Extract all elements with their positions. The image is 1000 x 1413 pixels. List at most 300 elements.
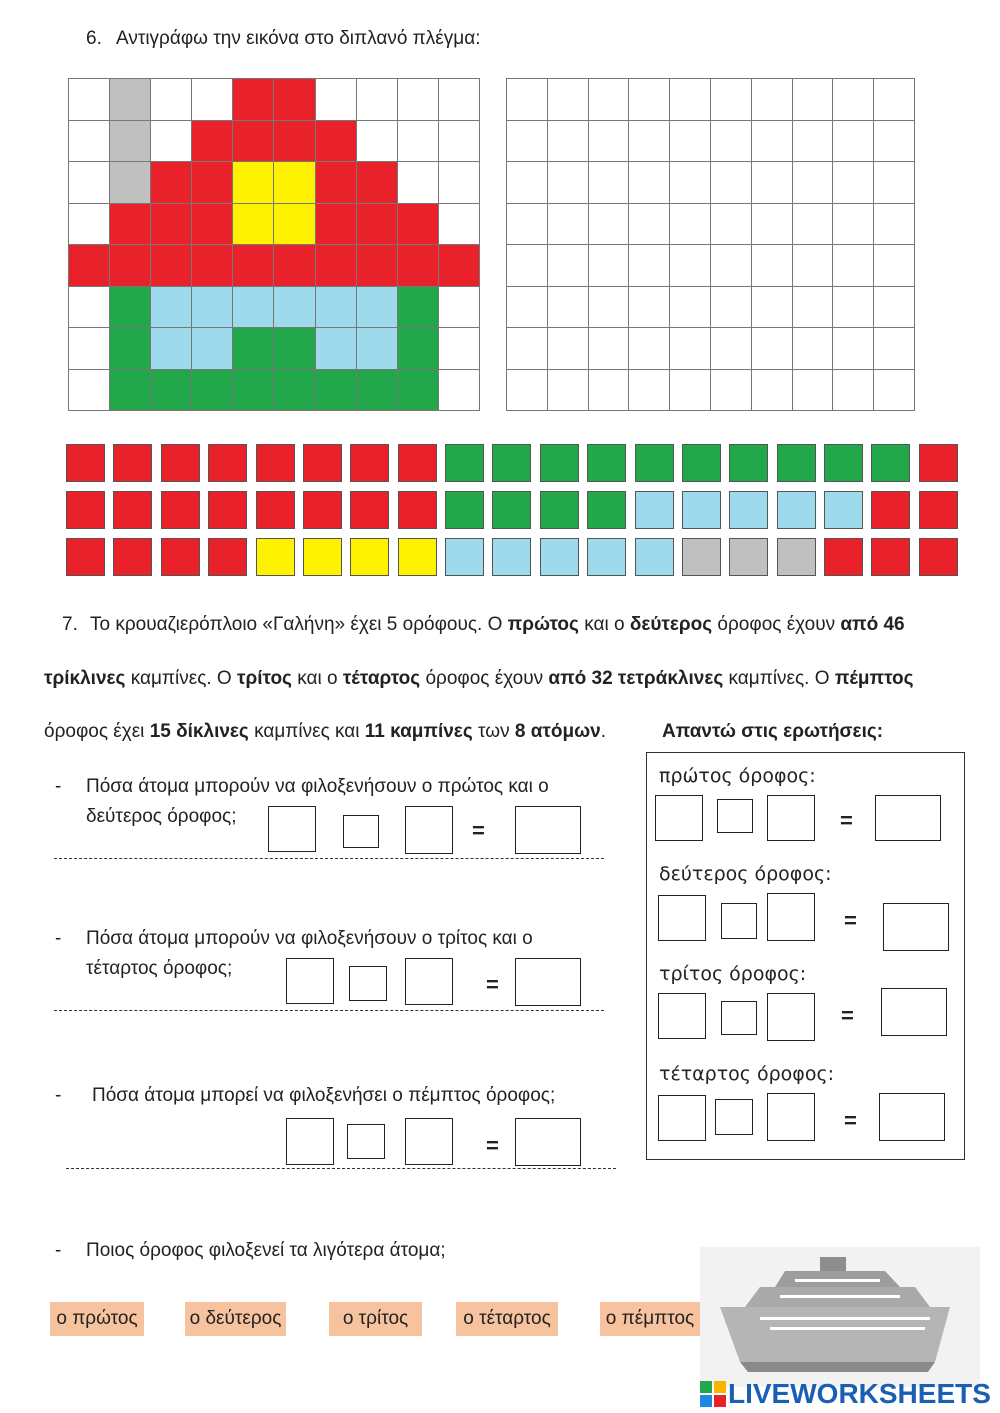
color-tile[interactable] xyxy=(66,538,105,576)
palette-row xyxy=(66,491,958,529)
empty-grid-cell[interactable] xyxy=(793,370,834,412)
grid-cell xyxy=(233,328,274,370)
empty-grid-cell[interactable] xyxy=(752,204,793,246)
answer-box[interactable] xyxy=(767,795,815,841)
color-tile[interactable] xyxy=(256,538,295,576)
color-tile[interactable] xyxy=(871,491,910,529)
color-tile[interactable] xyxy=(303,491,342,529)
q7-text-segment: όροφος έχουν xyxy=(712,614,841,635)
empty-grid-cell[interactable] xyxy=(874,245,915,287)
color-palette xyxy=(66,444,958,585)
empty-grid-cell[interactable] xyxy=(711,287,752,329)
grid-cell xyxy=(274,79,315,121)
grid-cell xyxy=(439,328,480,370)
color-tile[interactable] xyxy=(161,444,200,482)
color-tile[interactable] xyxy=(303,538,342,576)
empty-grid-cell[interactable] xyxy=(670,370,711,412)
option-second[interactable]: ο δεύτερος xyxy=(185,1302,286,1336)
empty-grid-cell[interactable] xyxy=(629,370,670,412)
empty-grid-cell[interactable] xyxy=(548,328,589,370)
answer-box[interactable] xyxy=(767,993,815,1041)
result-box[interactable] xyxy=(883,903,949,951)
answer-box[interactable] xyxy=(767,1093,815,1141)
grid-cell xyxy=(192,328,233,370)
empty-grid-cell[interactable] xyxy=(793,204,834,246)
grid-cell xyxy=(316,162,357,204)
answer-box[interactable] xyxy=(286,958,334,1004)
grid-cell xyxy=(192,287,233,329)
color-tile[interactable] xyxy=(113,538,152,576)
color-tile[interactable] xyxy=(682,491,721,529)
empty-grid-cell[interactable] xyxy=(507,370,548,412)
empty-grid-cell[interactable] xyxy=(670,162,711,204)
grid-cell xyxy=(439,79,480,121)
color-tile[interactable] xyxy=(587,491,626,529)
q7-text-segment: καμπίνες και xyxy=(248,721,365,742)
grid-cell xyxy=(151,79,192,121)
answer-box[interactable] xyxy=(286,1118,334,1165)
color-tile[interactable] xyxy=(66,491,105,529)
color-tile[interactable] xyxy=(445,538,484,576)
operator-box[interactable] xyxy=(343,815,379,848)
empty-grid-cell[interactable] xyxy=(507,162,548,204)
empty-grid-cell[interactable] xyxy=(629,121,670,163)
color-tile[interactable] xyxy=(919,444,958,482)
operator-box[interactable] xyxy=(715,1099,753,1135)
operator-box[interactable] xyxy=(721,1001,757,1035)
color-tile[interactable] xyxy=(777,538,816,576)
grid-cell xyxy=(357,328,398,370)
answer-box[interactable] xyxy=(658,993,706,1039)
grid-cell xyxy=(151,328,192,370)
answer-box[interactable] xyxy=(767,893,815,941)
question-4: Ποιος όροφος φιλοξενεί τα λιγότερα άτομα; xyxy=(86,1240,446,1261)
answer-box[interactable] xyxy=(405,958,453,1005)
grid-cell xyxy=(398,162,439,204)
q7-line-3 xyxy=(44,721,606,743)
grid-cell xyxy=(274,121,315,163)
color-tile[interactable] xyxy=(919,491,958,529)
result-box[interactable] xyxy=(875,795,941,841)
answer-panel xyxy=(646,752,965,1160)
bullet-dash: - xyxy=(55,928,62,949)
grid-cell xyxy=(398,328,439,370)
color-tile[interactable] xyxy=(113,491,152,529)
q6-number: 6. xyxy=(86,28,102,49)
operator-box[interactable] xyxy=(717,799,753,833)
result-box[interactable] xyxy=(515,806,581,854)
empty-grid-cell[interactable] xyxy=(548,204,589,246)
answer-box[interactable] xyxy=(658,1095,706,1141)
color-tile[interactable] xyxy=(208,491,247,529)
empty-grid-cell[interactable] xyxy=(629,328,670,370)
empty-grid-cell[interactable] xyxy=(752,370,793,412)
result-box[interactable] xyxy=(515,958,581,1006)
color-tile[interactable] xyxy=(350,444,389,482)
empty-grid-cell[interactable] xyxy=(833,79,874,121)
q7-text-segment: τρίτος xyxy=(236,668,292,689)
empty-grid-cell[interactable] xyxy=(752,287,793,329)
color-tile[interactable] xyxy=(540,444,579,482)
grid-cell xyxy=(357,121,398,163)
color-tile[interactable] xyxy=(777,491,816,529)
grid-cell xyxy=(151,370,192,412)
q7-text-segment: 15 δίκλινες xyxy=(149,721,249,742)
empty-grid-cell[interactable] xyxy=(629,287,670,329)
color-tile[interactable] xyxy=(635,538,674,576)
color-tile[interactable] xyxy=(208,444,247,482)
grid-cell xyxy=(192,79,233,121)
bullet-dash: - xyxy=(55,1085,62,1106)
palette-row xyxy=(66,444,958,482)
source-picture-grid xyxy=(68,78,480,411)
grid-cell xyxy=(233,162,274,204)
grid-cell xyxy=(398,287,439,329)
empty-grid-cell[interactable] xyxy=(589,162,630,204)
empty-grid-cell[interactable] xyxy=(833,287,874,329)
color-tile[interactable] xyxy=(492,491,531,529)
grid-cell xyxy=(151,287,192,329)
empty-grid-cell[interactable] xyxy=(793,162,834,204)
q7-text-segment: όροφος έχουν xyxy=(420,668,549,689)
grid-cell xyxy=(439,121,480,163)
answer-heading: Απαντώ στις ερωτήσεις: xyxy=(662,721,884,742)
empty-grid-cell[interactable] xyxy=(711,245,752,287)
color-tile[interactable] xyxy=(113,444,152,482)
grid-cell xyxy=(357,370,398,412)
color-tile[interactable] xyxy=(587,444,626,482)
empty-grid-cell[interactable] xyxy=(629,79,670,121)
empty-grid-cell[interactable] xyxy=(793,79,834,121)
q7-text-segment: . xyxy=(600,721,606,742)
empty-grid-cell[interactable] xyxy=(670,245,711,287)
grid-cell xyxy=(192,370,233,412)
grid-cell xyxy=(151,121,192,163)
empty-grid-cell[interactable] xyxy=(711,328,752,370)
empty-grid-cell[interactable] xyxy=(589,121,630,163)
empty-grid-cell[interactable] xyxy=(752,245,793,287)
answer-box[interactable] xyxy=(658,895,706,941)
question-1-line-2: δεύτερος όροφος; xyxy=(86,806,237,827)
answer-line[interactable] xyxy=(54,1010,604,1011)
cruise-ship-icon xyxy=(700,1247,980,1387)
grid-cell xyxy=(110,121,151,163)
q7-text-segment: και ο xyxy=(291,668,343,689)
empty-grid-cell[interactable] xyxy=(752,79,793,121)
empty-grid-cell[interactable] xyxy=(589,287,630,329)
grid-cell xyxy=(69,204,110,246)
grid-cell xyxy=(316,370,357,412)
empty-grid-cell[interactable] xyxy=(548,79,589,121)
color-tile[interactable] xyxy=(161,491,200,529)
floor-4-label: τέταρτος όροφος: xyxy=(659,1063,835,1085)
empty-grid-cell[interactable] xyxy=(711,121,752,163)
empty-grid-cell[interactable] xyxy=(711,204,752,246)
color-tile[interactable] xyxy=(635,444,674,482)
q7-text-segment: 11 καμπίνες xyxy=(364,721,473,742)
empty-grid-cell[interactable] xyxy=(833,162,874,204)
grid-cell xyxy=(151,204,192,246)
answer-line[interactable] xyxy=(54,858,604,859)
grid-cell xyxy=(398,121,439,163)
empty-grid-cell[interactable] xyxy=(670,287,711,329)
empty-grid-cell[interactable] xyxy=(793,121,834,163)
question-1-line-1: Πόσα άτομα μπορούν να φιλοξενήσουν ο πρώτος και ο xyxy=(86,776,549,797)
empty-grid-cell[interactable] xyxy=(874,79,915,121)
empty-grid-cell[interactable] xyxy=(670,121,711,163)
q6-text: Αντιγράφω την εικόνα στο διπλανό πλέγμα: xyxy=(116,28,481,49)
grid-cell xyxy=(110,328,151,370)
empty-grid-cell[interactable] xyxy=(874,121,915,163)
grid-cell xyxy=(110,162,151,204)
color-tile[interactable] xyxy=(729,538,768,576)
grid-cell xyxy=(110,245,151,287)
equals-sign: = xyxy=(844,908,857,933)
empty-grid-cell[interactable] xyxy=(752,162,793,204)
color-tile[interactable] xyxy=(871,444,910,482)
color-tile[interactable] xyxy=(492,538,531,576)
grid-cell xyxy=(233,121,274,163)
grid-cell xyxy=(233,287,274,329)
q7-text-segment: τρίκλινες xyxy=(44,668,126,689)
grid-cell xyxy=(357,287,398,329)
q7-line-2 xyxy=(44,668,914,690)
empty-grid-cell[interactable] xyxy=(793,328,834,370)
grid-cell xyxy=(274,162,315,204)
color-tile[interactable] xyxy=(635,491,674,529)
empty-grid-cell[interactable] xyxy=(548,162,589,204)
liveworksheets-icon xyxy=(700,1381,726,1407)
q7-text-segment: πρώτος xyxy=(507,614,579,635)
empty-grid-cell[interactable] xyxy=(874,162,915,204)
operator-box[interactable] xyxy=(721,903,757,939)
q7-text-segment: 8 ατόμων xyxy=(514,721,601,742)
answer-box[interactable] xyxy=(405,1118,453,1165)
color-tile[interactable] xyxy=(256,444,295,482)
color-tile[interactable] xyxy=(398,444,437,482)
equals-sign: = xyxy=(472,818,485,843)
empty-grid-cell[interactable] xyxy=(833,204,874,246)
empty-grid-cell[interactable] xyxy=(548,245,589,287)
grid-cell xyxy=(69,287,110,329)
equals-sign: = xyxy=(841,1003,854,1028)
grid-cell xyxy=(110,79,151,121)
color-tile[interactable] xyxy=(66,444,105,482)
option-fourth[interactable]: ο τέταρτος xyxy=(456,1302,558,1336)
empty-grid-cell[interactable] xyxy=(874,287,915,329)
empty-grid-cell[interactable] xyxy=(833,370,874,412)
equals-sign: = xyxy=(486,1133,499,1158)
color-tile[interactable] xyxy=(303,444,342,482)
grid-cell xyxy=(439,162,480,204)
color-tile[interactable] xyxy=(871,538,910,576)
color-tile[interactable] xyxy=(824,538,863,576)
floor-1-label: πρώτος όροφος: xyxy=(659,765,816,787)
answer-line[interactable] xyxy=(66,1168,616,1169)
empty-grid-cell[interactable] xyxy=(589,245,630,287)
answer-box[interactable] xyxy=(268,806,316,852)
answer-box[interactable] xyxy=(405,806,453,854)
cruise-ship-image xyxy=(700,1247,980,1387)
answer-box[interactable] xyxy=(655,795,703,841)
empty-grid-cell[interactable] xyxy=(629,162,670,204)
grid-cell xyxy=(69,79,110,121)
color-tile[interactable] xyxy=(824,491,863,529)
color-tile[interactable] xyxy=(777,444,816,482)
operator-box[interactable] xyxy=(349,966,387,1001)
grid-cell xyxy=(151,162,192,204)
empty-grid-cell[interactable] xyxy=(793,245,834,287)
color-tile[interactable] xyxy=(492,444,531,482)
empty-grid-cell[interactable] xyxy=(793,287,834,329)
result-box[interactable] xyxy=(881,988,947,1036)
grid-cell xyxy=(274,245,315,287)
color-tile[interactable] xyxy=(161,538,200,576)
empty-grid-cell[interactable] xyxy=(752,121,793,163)
result-box[interactable] xyxy=(879,1093,945,1141)
color-tile[interactable] xyxy=(729,444,768,482)
grid-cell xyxy=(233,204,274,246)
empty-grid-cell[interactable] xyxy=(507,204,548,246)
empty-grid-cell[interactable] xyxy=(589,204,630,246)
q7-text-segment: τέταρτος xyxy=(342,668,421,689)
grid-cell xyxy=(69,328,110,370)
empty-grid-cell[interactable] xyxy=(670,79,711,121)
color-tile[interactable] xyxy=(540,538,579,576)
grid-cell xyxy=(192,162,233,204)
grid-cell xyxy=(357,162,398,204)
empty-grid-cell[interactable] xyxy=(507,245,548,287)
bullet-dash: - xyxy=(55,776,62,797)
grid-cell xyxy=(439,204,480,246)
empty-grid-cell[interactable] xyxy=(589,79,630,121)
empty-copy-grid[interactable] xyxy=(506,78,915,411)
grid-cell xyxy=(192,245,233,287)
color-tile[interactable] xyxy=(445,444,484,482)
grid-cell xyxy=(439,287,480,329)
q7-line-1 xyxy=(90,614,905,636)
grid-cell xyxy=(110,204,151,246)
q7-text-segment: από 32 τετράκλινες xyxy=(548,668,724,689)
color-tile[interactable] xyxy=(919,538,958,576)
grid-cell xyxy=(110,370,151,412)
empty-grid-cell[interactable] xyxy=(548,370,589,412)
empty-grid-cell[interactable] xyxy=(711,370,752,412)
empty-grid-cell[interactable] xyxy=(507,287,548,329)
equals-sign: = xyxy=(844,1108,857,1133)
option-first[interactable]: ο πρώτος xyxy=(50,1302,144,1336)
grid-cell xyxy=(274,204,315,246)
empty-grid-cell[interactable] xyxy=(629,245,670,287)
liveworksheets-logo xyxy=(700,1378,991,1410)
grid-cell xyxy=(316,79,357,121)
color-tile[interactable] xyxy=(350,491,389,529)
grid-cell xyxy=(357,245,398,287)
empty-grid-cell[interactable] xyxy=(711,162,752,204)
question-3: Πόσα άτομα μπορεί να φιλοξενήσει ο πέμπτος όροφος; xyxy=(92,1085,556,1106)
operator-box[interactable] xyxy=(347,1124,385,1159)
empty-grid-cell[interactable] xyxy=(833,121,874,163)
q7-text-segment: των xyxy=(472,721,515,742)
grid-cell xyxy=(398,79,439,121)
grid-cell xyxy=(398,370,439,412)
q7-text-segment: πέμπτος xyxy=(834,668,914,689)
palette-row xyxy=(66,538,958,576)
grid-cell xyxy=(274,328,315,370)
color-tile[interactable] xyxy=(445,491,484,529)
q7-text-segment: καμπίνες. Ο xyxy=(723,668,835,689)
empty-grid-cell[interactable] xyxy=(507,121,548,163)
grid-cell xyxy=(69,121,110,163)
grid-cell xyxy=(151,245,192,287)
empty-grid-cell[interactable] xyxy=(548,287,589,329)
color-tile[interactable] xyxy=(208,538,247,576)
empty-grid-cell[interactable] xyxy=(670,204,711,246)
empty-grid-cell[interactable] xyxy=(874,204,915,246)
empty-grid-cell[interactable] xyxy=(507,328,548,370)
color-tile[interactable] xyxy=(729,491,768,529)
grid-cell xyxy=(316,245,357,287)
color-tile[interactable] xyxy=(587,538,626,576)
grid-cell xyxy=(69,245,110,287)
empty-grid-cell[interactable] xyxy=(507,79,548,121)
q7-text-segment: όροφος έχει xyxy=(44,721,150,742)
grid-cell xyxy=(439,245,480,287)
q7-text-segment: καμπίνες. Ο xyxy=(125,668,237,689)
grid-cell xyxy=(398,204,439,246)
grid-cell xyxy=(316,287,357,329)
color-tile[interactable] xyxy=(540,491,579,529)
grid-cell xyxy=(274,370,315,412)
grid-cell xyxy=(274,287,315,329)
empty-grid-cell[interactable] xyxy=(589,370,630,412)
color-tile[interactable] xyxy=(682,444,721,482)
question-2-line-2: τέταρτος όροφος; xyxy=(86,958,233,979)
logo-text: LIVEWORKSHEETS xyxy=(728,1378,991,1409)
color-tile[interactable] xyxy=(398,538,437,576)
empty-grid-cell[interactable] xyxy=(874,370,915,412)
grid-cell xyxy=(357,79,398,121)
empty-grid-cell[interactable] xyxy=(833,328,874,370)
option-third[interactable]: ο τρίτος xyxy=(329,1302,422,1336)
result-box[interactable] xyxy=(515,1118,581,1166)
grid-cell xyxy=(192,121,233,163)
empty-grid-cell[interactable] xyxy=(711,79,752,121)
q7-text-segment: δεύτερος xyxy=(629,614,713,635)
grid-cell xyxy=(69,370,110,412)
floor-3-label: τρίτος όροφος: xyxy=(659,963,807,985)
floor-2-label: δεύτερος όροφος: xyxy=(659,863,832,885)
empty-grid-cell[interactable] xyxy=(670,328,711,370)
bullet-dash: - xyxy=(55,1240,62,1261)
grid-cell xyxy=(233,370,274,412)
empty-grid-cell[interactable] xyxy=(629,204,670,246)
empty-grid-cell[interactable] xyxy=(752,328,793,370)
q7-text-segment: Το κρουαζιερόπλοιο «Γαλήνη» έχει 5 ορόφους. Ο xyxy=(90,614,508,635)
color-tile[interactable] xyxy=(682,538,721,576)
empty-grid-cell[interactable] xyxy=(589,328,630,370)
color-tile[interactable] xyxy=(824,444,863,482)
color-tile[interactable] xyxy=(398,491,437,529)
color-tile[interactable] xyxy=(350,538,389,576)
question-2-line-1: Πόσα άτομα μπορούν να φιλοξενήσουν ο τρίτος και ο xyxy=(86,928,533,949)
empty-grid-cell[interactable] xyxy=(833,245,874,287)
empty-grid-cell[interactable] xyxy=(548,121,589,163)
grid-cell xyxy=(357,204,398,246)
empty-grid-cell[interactable] xyxy=(874,328,915,370)
option-fifth[interactable]: ο πέμπτος xyxy=(600,1302,700,1336)
color-tile[interactable] xyxy=(256,491,295,529)
